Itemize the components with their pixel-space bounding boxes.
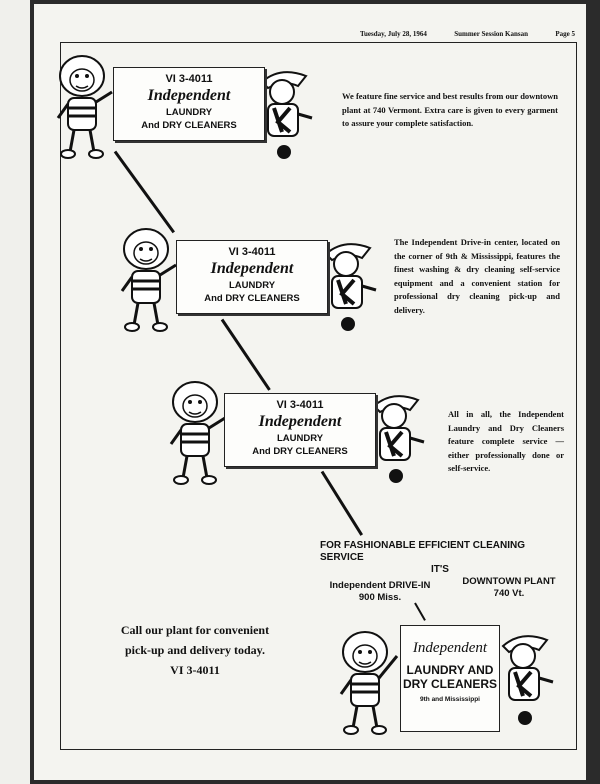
- drivein-label: Independent DRIVE-IN: [329, 580, 431, 591]
- cta-heading: [320, 540, 568, 576]
- sign-name: Independent: [147, 87, 231, 104]
- sign-line3: And DRY CLEANERS: [204, 293, 300, 304]
- adjacent-page-strip: [0, 0, 30, 784]
- sign-name: Independent: [210, 260, 294, 277]
- phone-sign-3: [224, 393, 376, 467]
- paragraph-2: The Independent Drive-in center, located on the corner of 9th & Mississippi, features the finest washing & dry cleaning self-service equipment and a convenient station for professional dry cleaning pick-up and delivery.: [394, 237, 560, 315]
- sign-name: Independent: [258, 413, 342, 430]
- drivein-address: 900 Miss.: [358, 592, 402, 603]
- sign-line3: And DRY CLEANERS: [141, 120, 237, 131]
- call-phone: VI 3-4011: [170, 663, 220, 677]
- lion-mascot-icon: [116, 225, 182, 335]
- phone-sign-1: [113, 67, 265, 141]
- sign-phone: VI 3-4011: [228, 246, 276, 258]
- plant-address: 740 Vt.: [493, 588, 525, 599]
- paragraph-3: All in all, the Independent Laundry and Dry Cleaners feature complete service — either professionally done or self-service.: [448, 409, 564, 473]
- drivein-location: [325, 580, 435, 604]
- final-sign-line2: LAUNDRY AND: [406, 663, 494, 677]
- call-to-action: [105, 620, 285, 680]
- page-header: [360, 30, 575, 38]
- cta-heading-line1: FOR FASHIONABLE EFFICIENT CLEANING SERVICE: [320, 540, 525, 563]
- sign-line2: LAUNDRY: [276, 433, 324, 444]
- sign-line2: LAUNDRY: [228, 280, 276, 291]
- lion-mascot-icon: [165, 378, 231, 488]
- cta-heading-line2: IT'S: [431, 564, 449, 575]
- final-sign-address: 9th and Mississippi: [420, 696, 480, 703]
- sign-line2: LAUNDRY: [165, 107, 213, 118]
- header-date: Tuesday, July 28, 1964: [360, 30, 427, 38]
- sign-phone: VI 3-4011: [276, 399, 324, 411]
- sign-line3: And DRY CLEANERS: [252, 446, 348, 457]
- header-paper: Summer Session Kansan: [454, 30, 528, 38]
- call-line2: pick-up and delivery today.: [124, 643, 266, 657]
- lion-mascot-icon: [52, 52, 118, 162]
- plant-location: [454, 576, 564, 600]
- header-page: Page 5: [555, 30, 575, 38]
- sign-phone: VI 3-4011: [165, 73, 213, 85]
- plant-label: DOWNTOWN PLANT: [462, 576, 556, 587]
- final-sign-line3: DRY CLEANERS: [402, 677, 497, 691]
- phone-sign-2: [176, 240, 328, 314]
- final-sign: [400, 625, 500, 732]
- jayhawk-mascot-icon: [495, 630, 557, 730]
- lion-mascot-icon: [335, 628, 401, 740]
- call-line1: Call our plant for convenient: [120, 623, 270, 637]
- final-sign-name: Independent: [412, 640, 488, 656]
- paragraph-1: We feature fine service and best results from our downtown plant at 740 Vermont. Extra care is given to every garment to assure your complete satisfaction.: [342, 91, 558, 128]
